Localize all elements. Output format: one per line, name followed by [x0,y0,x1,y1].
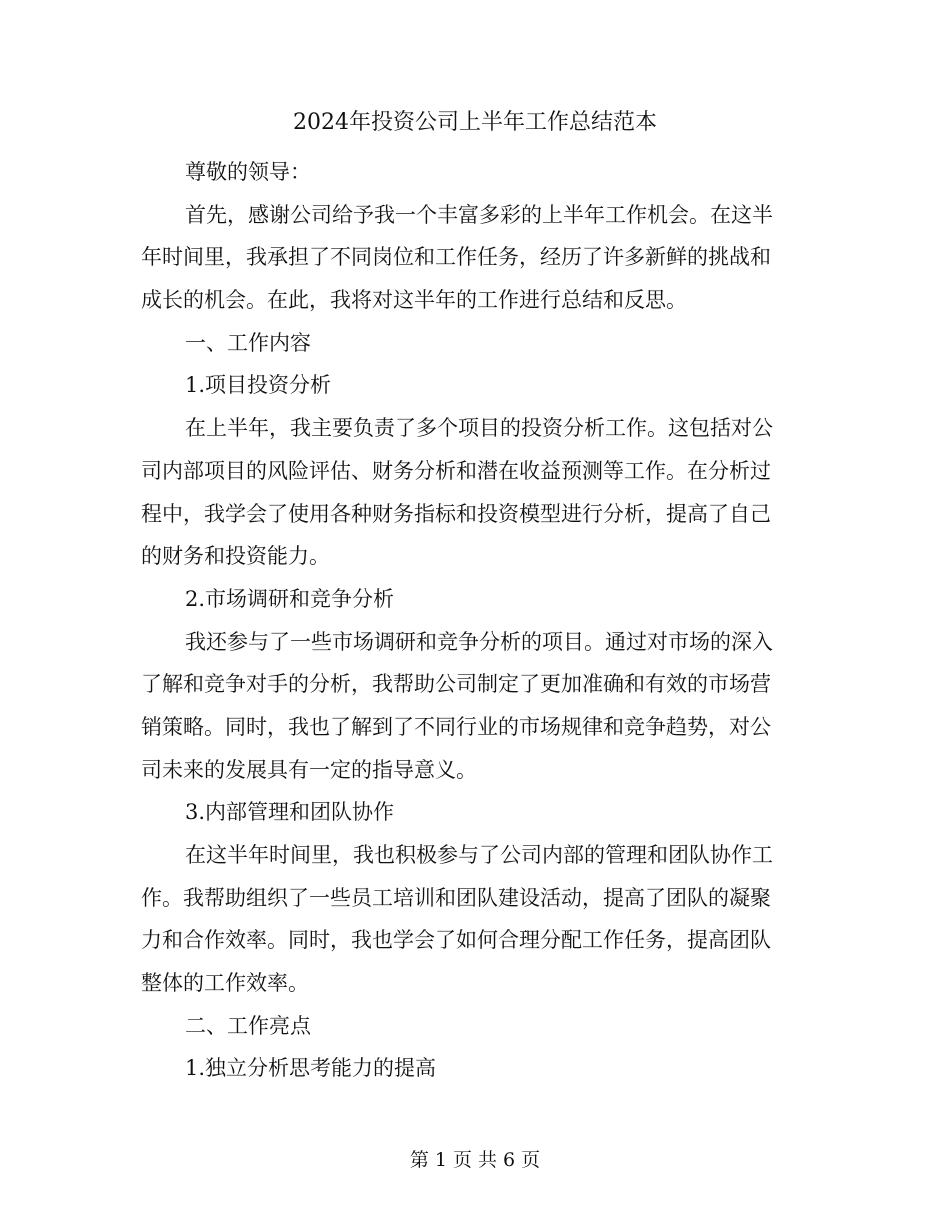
text-line: 力和合作效率。同时，我也学会了如何合理分配工作任务，提高团队 [141,928,771,953]
text-line: 二、工作亮点 [185,1013,311,1038]
document-title: 2024年投资公司上半年工作总结范本 [293,110,657,135]
text-line: 在这半年时间里，我也积极参与了公司内部的管理和团队协作工 [185,843,773,867]
text-line: 尊敬的领导： [185,160,311,184]
text-line: 成长的机会。在此，我将对这半年的工作进行总结和反思。 [141,288,687,313]
text-line: 在上半年，我主要负责了多个项目的投资分析工作。这包括对公 [185,416,773,441]
text-line: 司内部项目的风险评估、财务分析和潜在收益预测等工作。在分析过 [141,458,771,483]
text-line: 我还参与了一些市场调研和竞争分析的项目。通过对市场的深入 [185,629,773,654]
text-line: 作。我帮助组织了一些员工培训和团队建设活动，提高了团队的凝聚 [141,885,771,910]
text-line: 整体的工作效率。 [141,971,309,996]
text-line: 了解和竞争对手的分析，我帮助公司制定了更加准确和有效的市场营 [141,672,771,697]
text-line: 3.内部管理和团队协作 [185,800,395,825]
text-line: 年时间里，我承担了不同岗位和工作任务，经历了许多新鲜的挑战和 [141,245,771,270]
text-line: 2.市场调研和竞争分析 [185,586,395,611]
text-line: 首先，感谢公司给予我一个丰富多彩的上半年工作机会。在这半 [185,202,773,227]
text-line: 1.项目投资分析 [185,373,332,398]
text-line: 销策略。同时，我也了解到了不同行业的市场规律和竞争趋势，对公 [141,714,771,739]
text-line: 司未来的发展具有一定的指导意义。 [141,757,477,782]
text-line: 程中，我学会了使用各种财务指标和投资模型进行分析，提高了自己 [141,501,771,526]
page-footer: 第 1 页 共 6 页 [409,1149,541,1171]
text-line: 1.独立分析思考能力的提高 [185,1056,437,1081]
text-line: 的财务和投资能力。 [141,544,330,569]
document-body [141,151,801,1090]
text-line: 一、工作内容 [185,330,311,355]
